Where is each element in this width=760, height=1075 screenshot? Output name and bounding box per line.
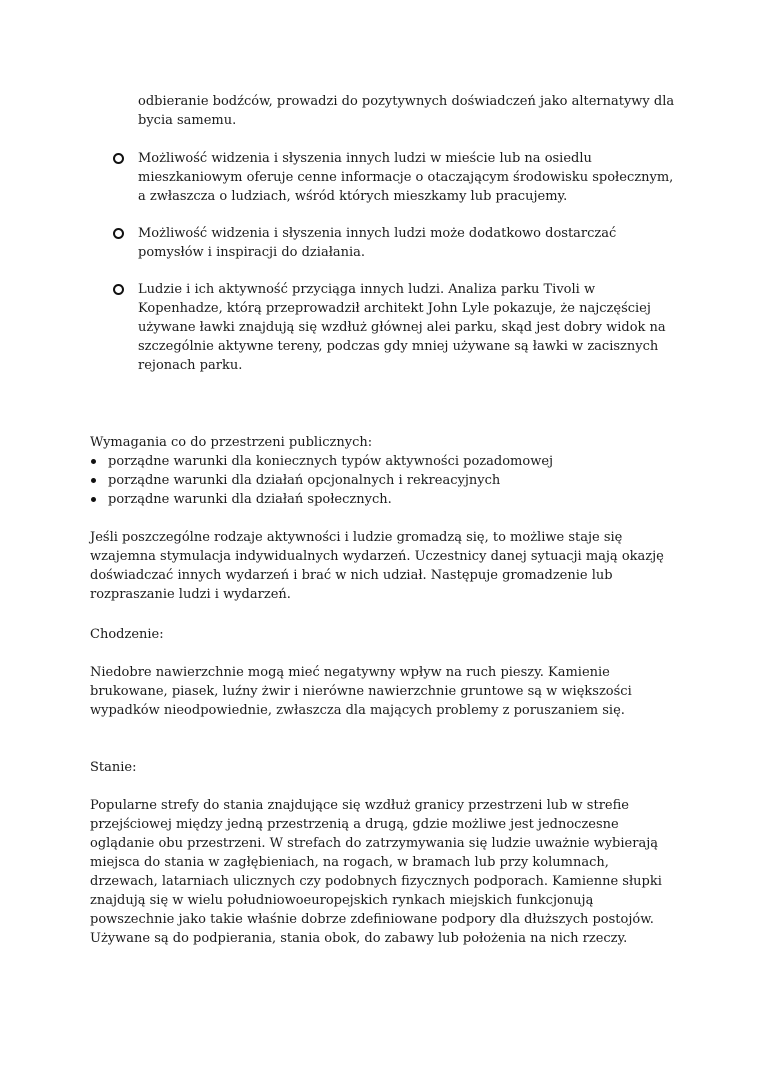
gathering-paragraph: Jeśli poszczególne rodzaje aktywności i ludzie gromadzą się, to możliwe staje się wzajemna stymulacja indywidualnych wydarzeń. Uczestnicy danej sytuacji mają okazję doświadczać innych wydarzeń i brać w nich udział. Następuje gromadzenie lub rozpraszanie ludzi i wydarzeń. [90, 530, 664, 602]
walking-heading: Chodzenie: [90, 627, 164, 642]
requirements-list [90, 452, 675, 509]
list-item [113, 149, 683, 206]
requirements-section [90, 433, 675, 509]
list-item-text: Możliwość widzenia i słyszenia innych ludzi może dodatkowo dostarczać pomysłów i inspiracji do działania. [138, 226, 617, 260]
list-item-text: porządne warunki dla działań społecznych. [108, 492, 392, 507]
observation-list [113, 149, 683, 393]
continuation-paragraph: odbieranie bodźców, prowadzi do pozytywnych doświadczeń jako alternatywy dla bycia samemu. [138, 94, 675, 128]
list-item [113, 280, 683, 375]
walking-paragraph: Niedobre nawierzchnie mogą mieć negatywny wpływ na ruch pieszy. Kamienie brukowane, piasek, luźny żwir i nierówne nawierzchnie gruntowe są w większości wypadków nieodpowiednie, zwłaszcza dla mających problemy z poruszaniem się. [90, 665, 632, 718]
circle-bullet-icon [113, 228, 124, 239]
list-item [90, 471, 675, 490]
list-item-text: Możliwość widzenia i słyszenia innych ludzi w mieście lub na osiedlu mieszkaniowym oferuje cenne informacje o otaczającym środowisku społecznym, a zwłaszcza o ludziach, wśród których mieszkamy lub pracujemy. [138, 151, 674, 204]
bullet-dot-icon [91, 459, 96, 464]
list-item-text: porządne warunki dla działań opcjonalnych i rekreacyjnych [108, 473, 501, 488]
requirements-heading: Wymagania co do przestrzeni publicznych: [90, 435, 373, 450]
list-item-text: porządne warunki dla koniecznych typów aktywności pozadomowej [108, 454, 554, 469]
standing-heading: Stanie: [90, 760, 137, 775]
bullet-dot-icon [91, 478, 96, 483]
list-item [113, 224, 683, 262]
circle-bullet-icon [113, 284, 124, 295]
list-item-text: Ludzie i ich aktywność przyciąga innych ludzi. Analiza parku Tivoli w Kopenhadze, którą przeprowadził architekt John Lyle pokazuje, że najczęściej używane ławki znajdują się wzdłuż głównej alei parku, skąd jest dobry widok na szczególnie aktywne tereny, podczas gdy mniej używane są ławki w zacisznych rejonach parku. [138, 282, 666, 373]
list-item [90, 490, 675, 509]
circle-bullet-icon [113, 153, 124, 164]
bullet-dot-icon [91, 497, 96, 502]
list-item [90, 452, 675, 471]
standing-paragraph: Popularne strefy do stania znajdujące się wzdłuż granicy przestrzeni lub w strefie przejściowej między jedną przestrzenią a drugą, gdzie możliwe jest jednoczesne oglądanie obu przestrzeni. W strefach do zatrzymywania się ludzie uważnie wybierają miejsca do stania w zagłębieniach, na rogach, w bramach lub przy kolumnach, drzewach, latarniach ulicznych czy podobnych fizycznych podporach. Kamienne słupki znajdują się w wielu południowoeuropejskich rynkach miejskich funkcjonują powszechnie jako takie właśnie dobrze zdefiniowane podpory dla dłuższych postojów. Używane są do podpierania, stania obok, do zabawy lub położenia na nich rzeczy. [90, 798, 662, 946]
